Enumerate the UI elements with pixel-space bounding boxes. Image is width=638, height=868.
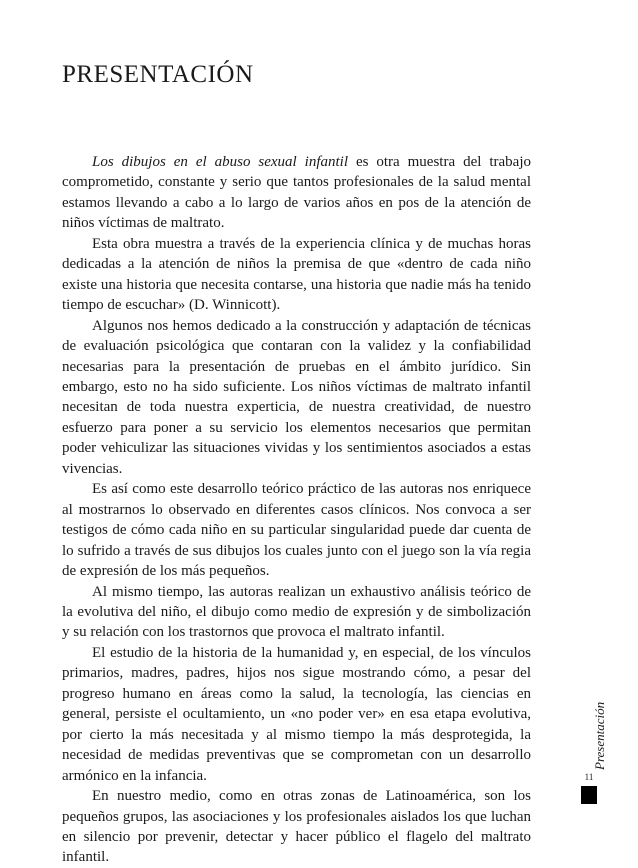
paragraph-7: En nuestro medio, como en otras zonas de Latinoamérica, son los pequeños grupos, las asociaciones y los profesionales aislados los que luchan en silencio por prevenir, detectar y hacer público el flagelo del maltrato infantil. [62, 788, 531, 866]
book-title-italic: Los dibujos en el abuso sexual infantil [92, 154, 348, 170]
paragraph-1-text: es otra muestra del trabajo comprometido, constante y serio que tantos profesionales de la salud mental estamos llevando a cabo a lo largo de varios años en pos de la atención de niños víctimas de maltrato. [62, 154, 531, 232]
paragraph-1 [62, 152, 531, 234]
paragraph-2: Esta obra muestra a través de la experiencia clínica y de muchas horas dedicadas a la atención de niños la premisa de que «dentro de cada niño existe una historia que necesita contarse, una historia que nadie más ha tenido tiempo de escuchar» (D. Winnicott). [62, 235, 531, 314]
page-number: 11 [584, 772, 594, 782]
running-section-tab [582, 690, 607, 800]
running-section-label: Presentación [592, 701, 607, 770]
paragraph-6: El estudio de la historia de la humanidad y, en especial, de los vínculos primarios, madres, padres, hijos nos sigue mostrando cómo, a pesar del progreso humano en áreas como la salud, la tecnología, las ciencias en general, persiste el ocultamiento, un «no poder ver» en esa etapa evolutiva, por cierto la más necesitada y al mismo tiempo la más desprotegida, la necesidad de medidas preventivas que se comprometan con un desarrollo armónico en la infancia. [62, 644, 531, 784]
paragraph-5: Al mismo tiempo, las autoras realizan un exhaustivo análisis teórico de la evolutiva del niño, el dibujo como medio de expresión y de simbolización y su relación con los trastornos que provoca el maltrato infantil. [62, 583, 531, 641]
page-title: PRESENTACIÓN [62, 61, 254, 88]
body-text [62, 152, 531, 868]
page-marker-bar [581, 786, 597, 804]
paragraph-3: Algunos nos hemos dedicado a la construcción y adaptación de técnicas de evaluación psicológica que contaran con la validez y la confiabilidad necesarias para la presentación de pruebas en el ámbito jurídico. Sin embargo, esto no ha sido suficiente. Los niños víctimas de maltrato infantil necesitan de toda nuestra experticia, de nuestra creatividad, de nuestro esfuerzo para poner a su servicio los elementos necesarios que permitan poder vehiculizar las situaciones vividas y los sentimientos asociados a estas vivencias. [62, 317, 531, 477]
paragraph-4: Es así como este desarrollo teórico práctico de las autoras nos enriquece al mostrarnos lo observado en diferentes casos clínicos. Nos convoca a ser testigos de cómo cada niño en su particular singularidad puede dar cuenta de lo sufrido a través de sus dibujos los cuales junto con el juego son la vía regia de expresión de los más pequeños. [62, 481, 531, 580]
